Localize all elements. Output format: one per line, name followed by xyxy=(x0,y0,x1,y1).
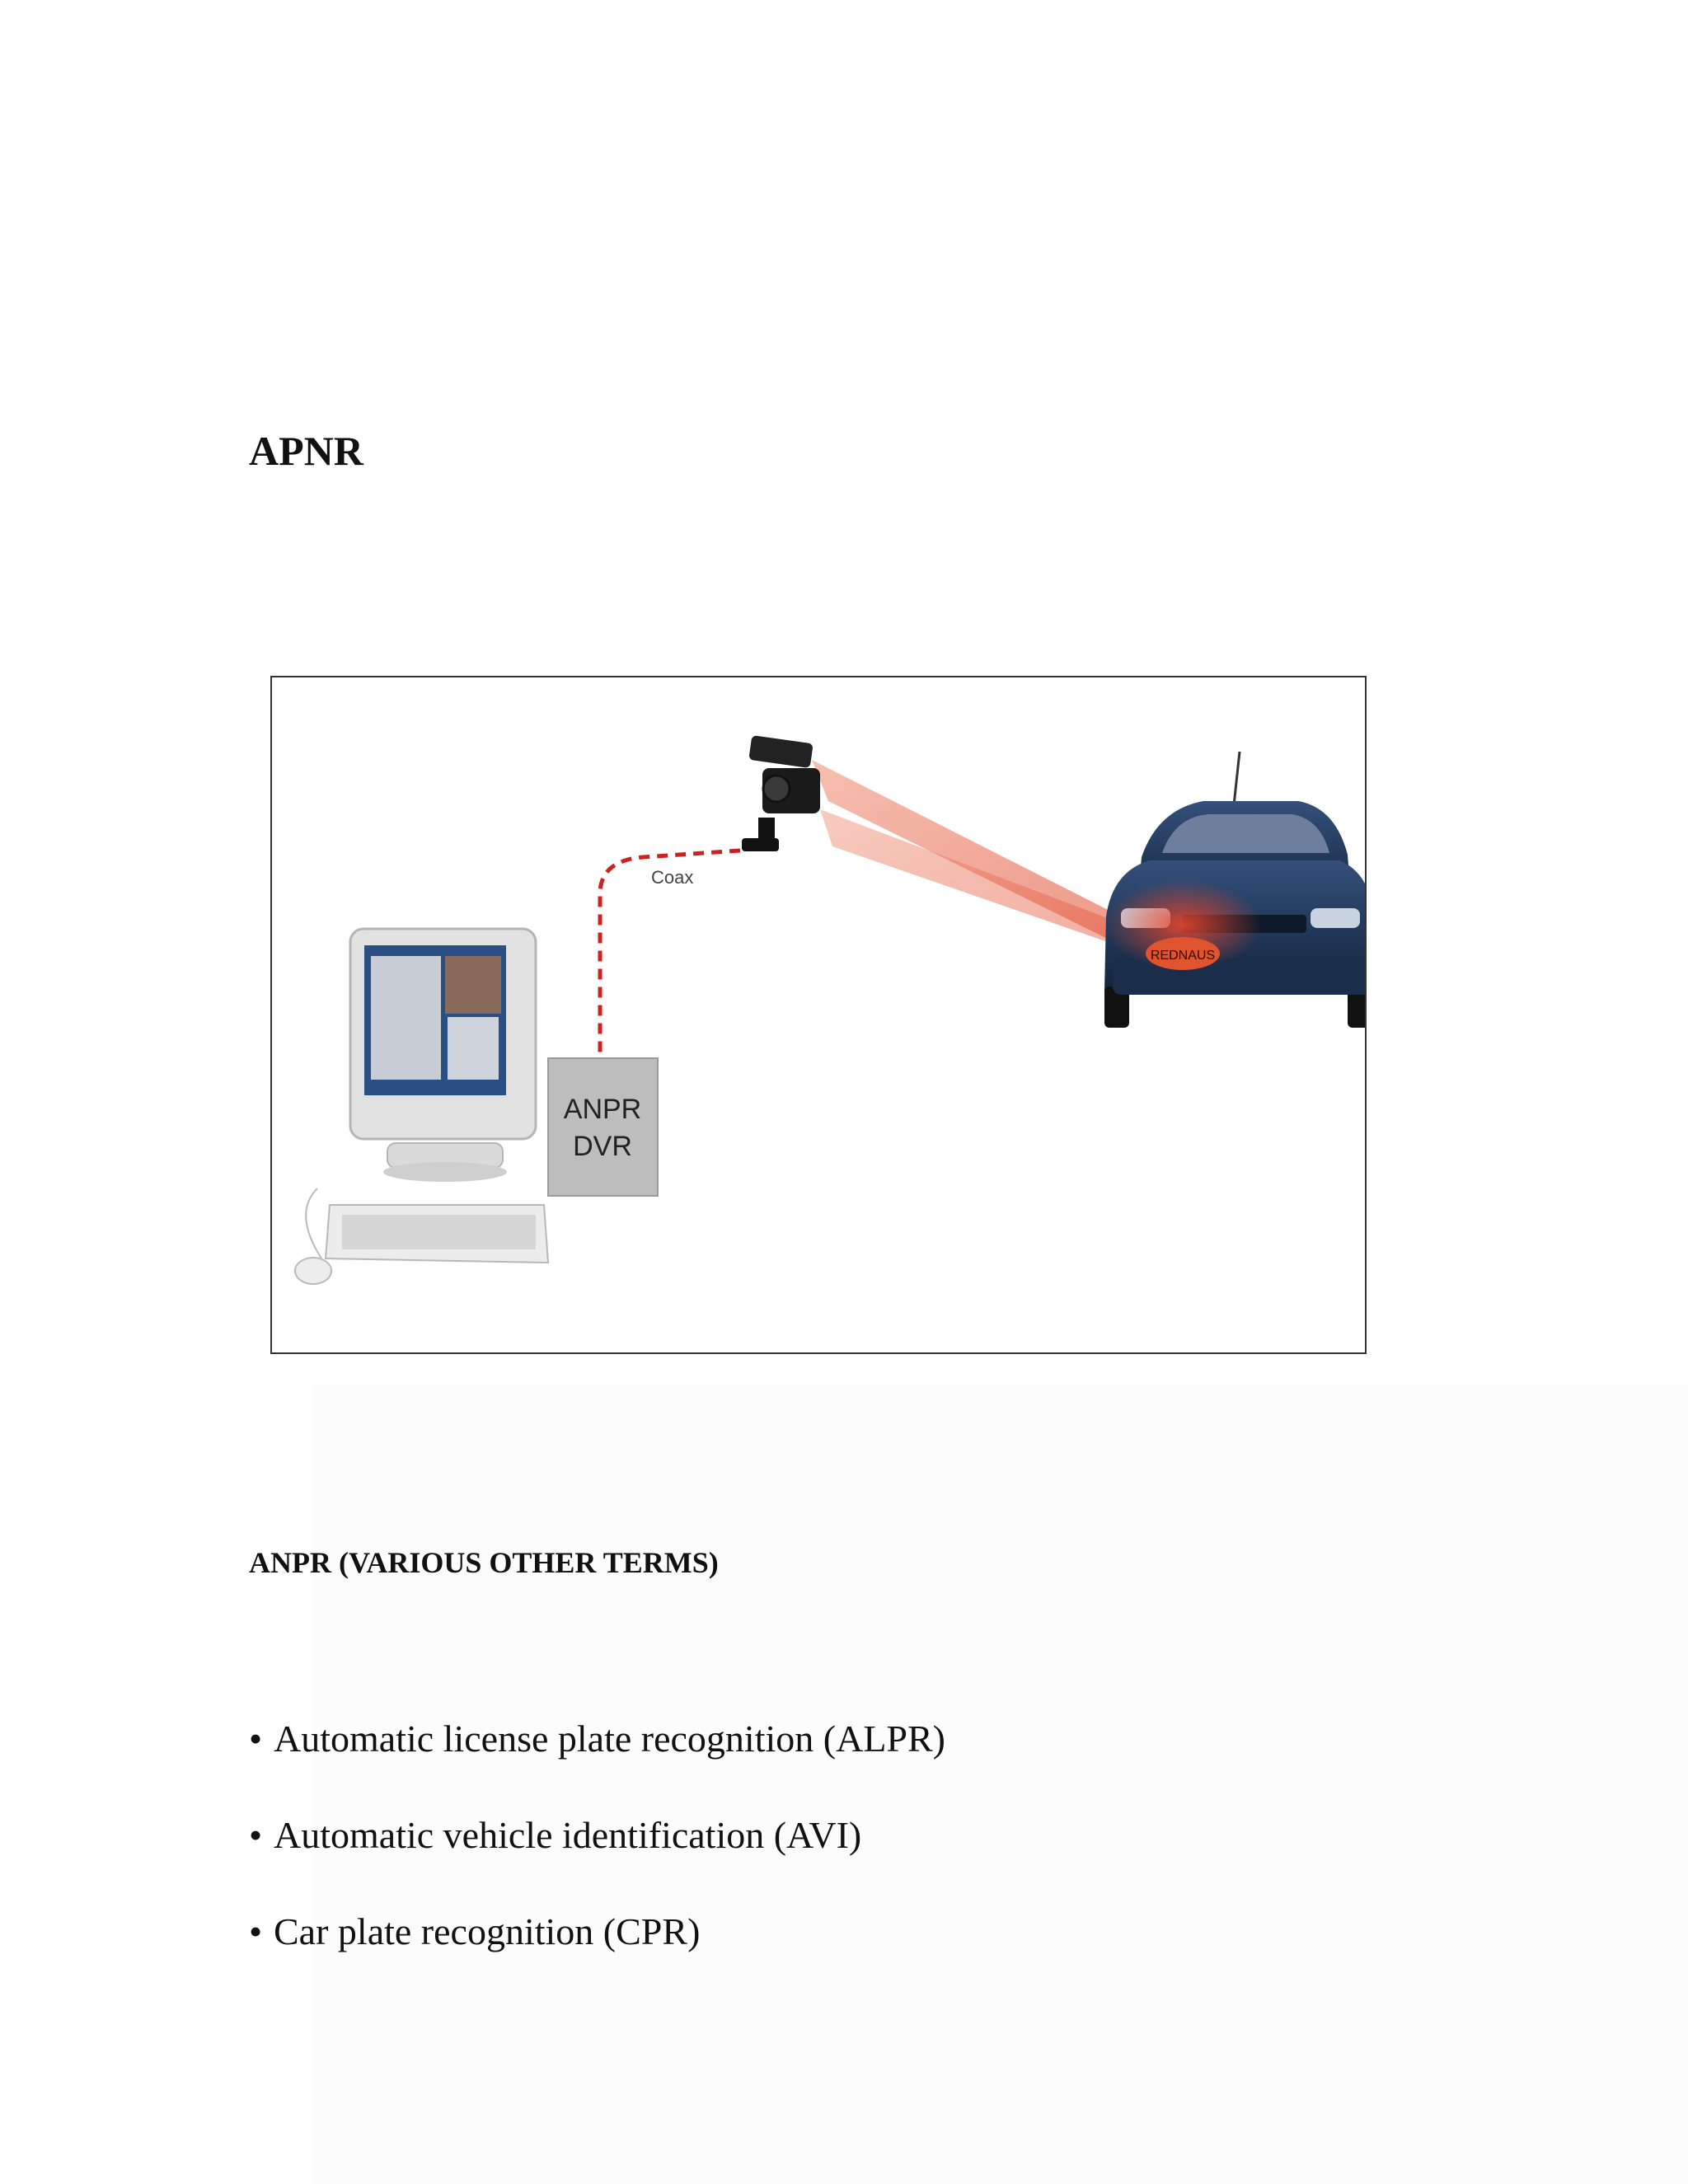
anpr-dvr-box xyxy=(548,1058,658,1196)
anpr-system-diagram xyxy=(270,676,1367,1354)
dvr-label-line2: DVR xyxy=(573,1131,632,1162)
section-heading: ANPR (VARIOUS OTHER TERMS) xyxy=(249,1546,719,1579)
bullet-icon: • xyxy=(249,1718,263,1760)
camera-icon xyxy=(742,735,820,851)
coax-label: Coax xyxy=(651,867,694,888)
term-text: Car plate recognition (CPR) xyxy=(274,1910,701,1952)
list-item xyxy=(249,1811,945,1907)
bullet-icon: • xyxy=(249,1910,263,1952)
list-item xyxy=(249,1907,945,2004)
term-text: Automatic license plate recognition (ALPR) xyxy=(274,1718,945,1760)
camera-beam-lower xyxy=(820,809,1129,949)
diagram-svg xyxy=(272,677,1367,1354)
keyboard-icon xyxy=(326,1205,548,1263)
bullet-icon: • xyxy=(249,1814,263,1856)
term-list xyxy=(249,1714,945,2004)
dvr-label-line1: ANPR xyxy=(563,1094,642,1125)
car-icon xyxy=(1104,752,1367,1028)
term-text: Automatic vehicle identification (AVI) xyxy=(274,1814,862,1856)
monitor-icon xyxy=(350,929,536,1182)
license-plate-text: REDNAUS xyxy=(1150,949,1216,963)
mouse-icon xyxy=(295,1188,331,1284)
page-title: APNR xyxy=(249,428,363,474)
list-item xyxy=(249,1714,945,1811)
